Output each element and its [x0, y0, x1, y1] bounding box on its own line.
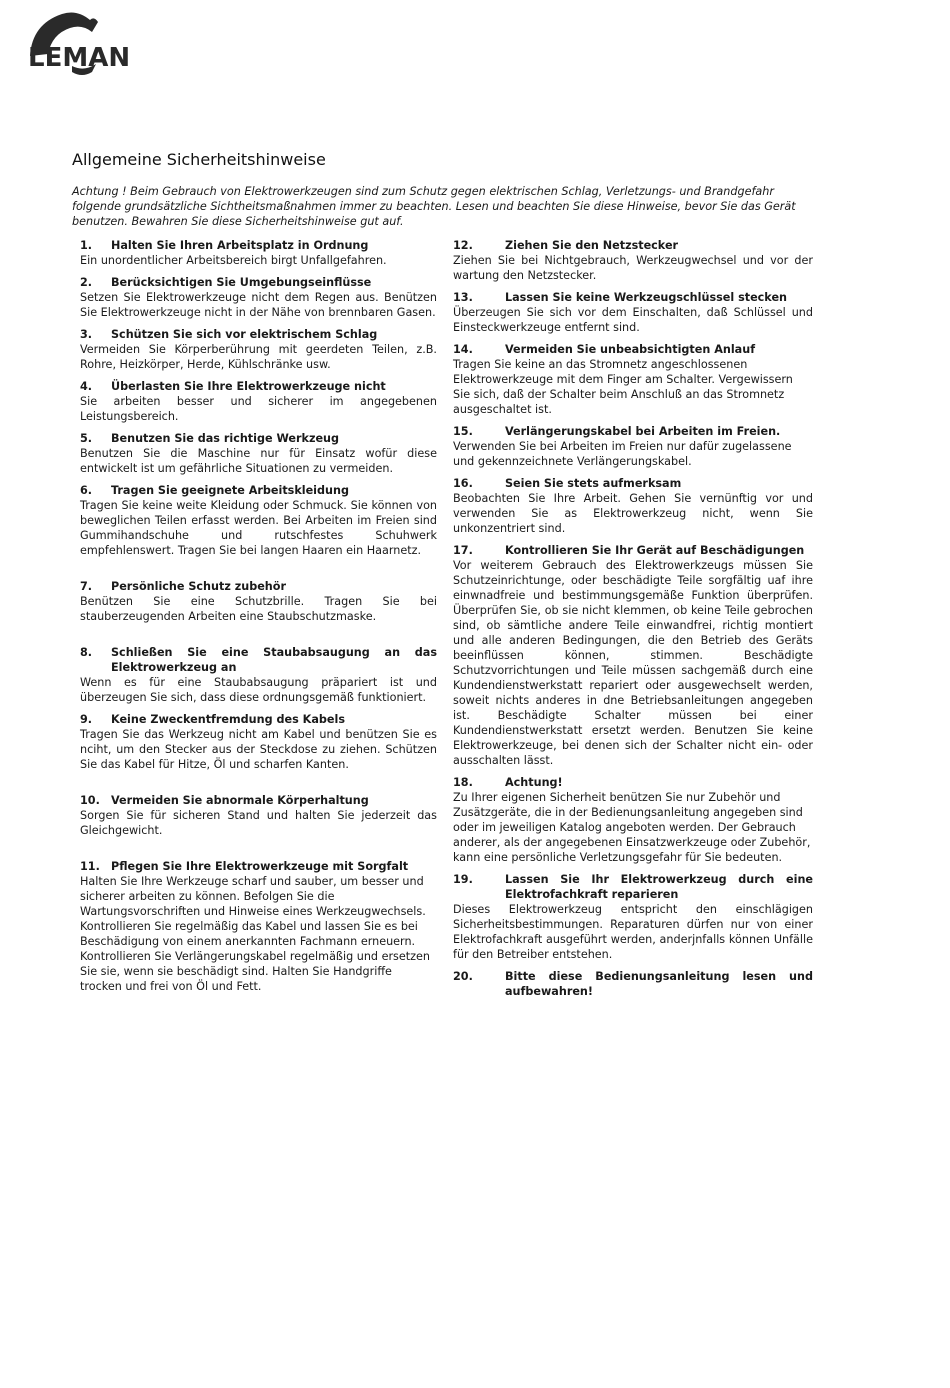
item-heading: Persönliche Schutz zubehör: [111, 580, 286, 593]
item-number: 11.: [80, 860, 100, 873]
item-heading: Berücksichtigen Sie Umgebungseinflüsse: [111, 276, 372, 289]
item-body: Beobachten Sie Ihre Arbeit. Gehen Sie vernünftig vor und verwenden Sie as Elektrowerkzeug nicht, wenn Sie unkonzentriert sind.: [453, 492, 813, 535]
item-heading: Verlängerungskabel bei Arbeiten im Freien.: [505, 425, 781, 438]
item-heading: Tragen Sie geeignete Arbeitskleidung: [111, 484, 349, 497]
item-heading: Keine Zweckentfremdung des Kabels: [111, 713, 345, 726]
item-heading: Seien Sie stets aufmerksam: [505, 477, 682, 490]
item-number: 8.: [80, 646, 93, 659]
left-column: [80, 238, 437, 1001]
item-body: Ziehen Sie bei Nichtgebrauch, Werkzeugwechsel und vor der wartung den Netzstecker.: [453, 254, 813, 282]
item-number: 5.: [80, 432, 93, 445]
leman-logo: [22, 6, 140, 82]
page-title: Allgemeine Sicherheitshinweise: [72, 150, 326, 169]
item-heading: Benutzen Sie das richtige Werkzeug: [111, 432, 340, 445]
item-number: 12.: [453, 239, 473, 252]
item-number: 17.: [453, 544, 473, 557]
item-body: Tragen Sie keine an das Stromnetz angeschlossenen Elektrowerkzeuge mit dem Finger am Schalter. Vergewissern Sie sich, daß der Schalter beim Anschluß an das Stromnetz ausgeschaltet ist.: [453, 358, 793, 416]
item-body: Setzen Sie Elektrowerkzeuge nicht dem Regen aus. Benützen Sie Elektrowerkzeuge nicht in der Nähe von brennbaren Gasen.: [80, 291, 437, 319]
intro-text: Achtung ! Beim Gebrauch von Elektrowerkzeugen sind zum Schutz gegen elektrischen Schlag, Verletzungs- und Brandgefahr folgende grundsätzliche Sichtheitsmaßnahmen immer zu beachten. Lesen und beachten Sie diese Hinweise, bevor Sie das Gerät benutzen. Bewahren Sie diese Sicherheitshinweise gut auf.: [72, 185, 796, 228]
list-item: [80, 859, 437, 994]
item-body: Wenn es für eine Staubabsaugung präpariert ist und überzeugen Sie sich, dass diese ordnungsgemäß funktioniert.: [80, 676, 437, 704]
list-item: [453, 290, 813, 335]
item-heading: Bitte diese Bedienungsanleitung lesen und aufbewahren!: [505, 970, 813, 998]
list-item: [453, 424, 813, 469]
item-body: Halten Sie Ihre Werkzeuge scharf und sauber, um besser und sicherer arbeiten zu können. Befolgen Sie die Wartungsvorschriften und Hinweise eines Werkzeugwechsels. Kontrollieren Sie regelmäßig das Kabel und lassen Sie es bei Beschädigung von einem anerkannten Fachmann erneuern. Kontrollieren Sie Verlängerungskabel regelmäßig und ersetzen Sie sie, wenn sie beschädigt sind. Halten Sie Handgriffe trocken und frei von Öl und Fett.: [80, 875, 431, 993]
item-heading: Ziehen Sie den Netzstecker: [505, 239, 679, 252]
item-number: 7.: [80, 580, 93, 593]
item-body: Tragen Sie das Werkzeug nicht am Kabel und benützen Sie es nciht, um den Stecker aus der Steckdose zu ziehen. Schützen Sie das Kabel für Hitze, Öl und scharfen Kanten.: [80, 728, 437, 771]
item-heading: Vermeiden Sie unbeabsichtigten Anlauf: [505, 343, 756, 356]
logo-text: LEMAN: [28, 43, 131, 73]
item-heading: Schließen Sie eine Staubabsaugung an das Elektrowerkzeug an: [111, 646, 437, 674]
item-body: Sorgen Sie für sicheren Stand und halten Sie jederzeit das Gleichgewicht.: [80, 809, 437, 837]
item-body: Vermeiden Sie Körperberührung mit geerdeten Teilen, z.B. Rohre, Heizkörper, Herde, Kühlschränke usw.: [80, 343, 437, 371]
item-number: 20.: [453, 970, 473, 983]
item-body: Ein unordentlicher Arbeitsbereich birgt Unfallgefahren.: [80, 254, 387, 267]
list-item: [453, 543, 813, 768]
item-heading: Vermeiden Sie abnormale Körperhaltung: [111, 794, 369, 807]
item-number: 1.: [80, 239, 93, 252]
item-body: Verwenden Sie bei Arbeiten im Freien nur dafür zugelassene und gekennzeichnete Verlängerungskabel.: [453, 440, 792, 468]
list-item: [80, 431, 437, 476]
list-item: [80, 483, 437, 558]
item-body: Überzeugen Sie sich vor dem Einschalten, daß Schlüssel und Einsteckwerkzeuge entfernt sind.: [453, 306, 813, 334]
list-item: [453, 775, 813, 865]
item-body: Benützen Sie eine Schutzbrille. Tragen Sie bei stauberzeugenden Arbeiten eine Staubschutzmaske.: [80, 595, 437, 623]
item-heading: Pflegen Sie Ihre Elektrowerkzeuge mit Sorgfalt: [111, 860, 409, 873]
item-number: 6.: [80, 484, 93, 497]
list-item: [453, 238, 813, 283]
item-body: Sie arbeiten besser und sicherer im angegebenen Leistungsbereich.: [80, 395, 437, 423]
item-heading: Halten Sie Ihren Arbeitsplatz in Ordnung: [111, 239, 369, 252]
item-number: 13.: [453, 291, 473, 304]
item-heading: Lassen Sie Ihr Elektrowerkzeug durch eine Elektrofachkraft reparieren: [505, 873, 813, 901]
list-item: [80, 712, 437, 772]
item-number: 4.: [80, 380, 93, 393]
list-item: [80, 327, 437, 372]
item-heading: Schützen Sie sich vor elektrischem Schlag: [111, 328, 378, 341]
right-column: [453, 238, 813, 1006]
item-body: Benutzen Sie die Maschine nur für Einsatz wofür diese entwickelt ist um gefährliche Situationen zu vermeiden.: [80, 447, 437, 475]
list-item: [453, 342, 813, 417]
list-item: [453, 969, 813, 999]
item-heading: Achtung!: [505, 776, 563, 789]
item-body: Vor weiterem Gebrauch des Elektrowerkzeugs müssen Sie Schutzeinrichtunge, oder beschädigte Teile sorgfältig uaf ihre einwnadfreie und bestimmungsgemäße Funktion überprüfen. Überprüfen Sie, ob sie nicht klemmen, ob keine Teile gebrochen sind, ob sämtliche andere Teile einwandfrei, richtig montiert und alle anderen Bedingungen, die den Betrieb des Geräts beeinflüssen können, stimmen. Beschädigte Schutzvorrichtungen und Teile müssen sachgemäß durch eine Kundendienstwerkstatt repariert oder ausgewechselt werden, soweit nichts anderes in dne Betriebsanleitungen angegeben ist. Beschädigte Schalter müssen bei einer Kundendienstwerkstatt ersetzt werden. Benutzen Sie keine Elektrowerkzeuge, bei denen sich der Schalter nicht ein- oder ausschalten lässt.: [453, 559, 813, 767]
item-body: Dieses Elektrowerkzeug entspricht den einschlägigen Sicherheitsbestimmungen. Reparaturen dürfen nur von einer Elektrofachkraft ausgeführt werden, anderjnfalls können Unfälle für den Betreiber entstehen.: [453, 903, 813, 961]
logo-mark: [22, 6, 140, 82]
item-body: Zu Ihrer eigenen Sicherheit benützen Sie nur Zubehör und Zusätzgeräte, die in der Bedienungsanleitung angegeben sind oder im jeweiligen Katalog angeboten werden. Der Gebrauch anderer, als der angegebenen Einsatzwerkzeuge oder Zubehör, kann eine persönliche Verletzungsgefahr für Sie bedeuten.: [453, 791, 811, 864]
item-number: 19.: [453, 873, 473, 886]
list-item: [80, 275, 437, 320]
item-number: 14.: [453, 343, 473, 356]
item-number: 2.: [80, 276, 93, 289]
item-heading: Lassen Sie keine Werkzeugschlüssel stecken: [505, 291, 787, 304]
list-item: [80, 645, 437, 705]
list-item: [453, 872, 813, 962]
list-item: [453, 476, 813, 536]
item-heading: Überlasten Sie Ihre Elektrowerkzeuge nicht: [111, 380, 386, 393]
item-number: 18.: [453, 776, 473, 789]
list-item: [80, 793, 437, 838]
item-number: 16.: [453, 477, 473, 490]
item-heading: Kontrollieren Sie Ihr Gerät auf Beschädigungen: [505, 544, 805, 557]
item-number: 9.: [80, 713, 93, 726]
item-body: Tragen Sie keine weite Kleidung oder Schmuck. Sie können von beweglichen Teilen erfasst werden. Bei Arbeiten im Freien sind Gummihandschuhe und rutschfestes Schuhwerk empfehlenswert. Tragen Sie bei langen Haaren ein Haarnetz.: [80, 499, 437, 557]
item-number: 15.: [453, 425, 473, 438]
list-item: [80, 379, 437, 424]
list-item: [80, 238, 437, 268]
item-number: 10.: [80, 794, 100, 807]
item-number: 3.: [80, 328, 93, 341]
list-item: [80, 579, 437, 624]
